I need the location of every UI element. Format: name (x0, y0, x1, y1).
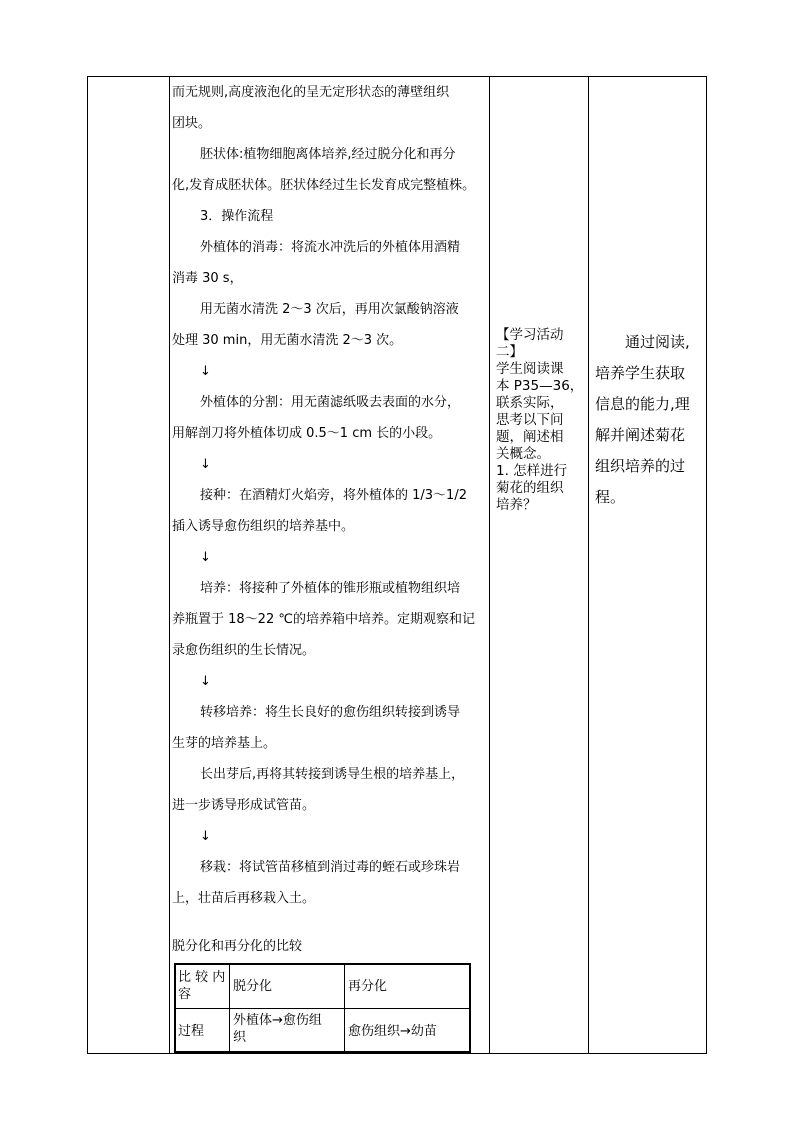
flow-arrow: ↓ (200, 674, 211, 689)
text-line: 移栽：将试管苗移植到消过毒的蛭石或珍珠岩 (200, 860, 461, 875)
text-line: 生芽的培养基上。 (172, 736, 277, 751)
comparison-caption: 脱分化和再分化的比较 (172, 939, 303, 954)
row-cell-dedifferentiation: 织 (233, 1030, 247, 1045)
text-line: 用解剖刀将外植体切成 0.5～1 cm 长的小段。 (172, 426, 442, 441)
activity-line: 联系实际， (496, 395, 564, 411)
flow-arrow: ↓ (200, 829, 211, 844)
column-divider (344, 965, 345, 1051)
text-line: 胚状体:植物细胞离体培养,经过脱分化和再分 (200, 147, 456, 162)
text-line: 接种：在酒精灯火焰旁，将外植体的 1/3～1/2 (200, 488, 467, 503)
text-line: 进一步诱导形成试管苗。 (172, 798, 316, 813)
activity-line: 培养？ (496, 497, 537, 513)
text-line: 团块。 (172, 116, 212, 131)
activity-line: 学生阅读课 (496, 361, 564, 377)
comparison-table (174, 963, 471, 1053)
header-cell-label: 比 较 内 (178, 970, 226, 985)
flow-arrow: ↓ (200, 364, 211, 379)
activity-line: 二】 (496, 344, 523, 360)
text-line: 用无菌水清洗 2～3 次后，再用次氯酸钠溶液 (200, 302, 459, 317)
lesson-table (87, 76, 707, 1054)
goal-line: 通过阅读, (625, 333, 690, 351)
goal-line: 组织培养的过 (595, 457, 686, 475)
column-divider (588, 77, 589, 1053)
text-line: 外植体的分割：用无菌滤纸吸去表面的水分， (200, 395, 461, 410)
text-line: 消毒 30 s， (172, 271, 243, 286)
goal-line: 信息的能力,理 (595, 395, 690, 413)
header-cell-dedifferentiation: 脱分化 (233, 979, 273, 994)
header-cell-label: 容 (178, 987, 192, 1002)
goal-line: 解并阐述菊花 (595, 426, 686, 444)
activity-line: 菊花的组织 (496, 480, 564, 496)
content-column (170, 77, 490, 1053)
text-line: 长出芽后,再将其转接到诱导生根的培养基上， (200, 767, 465, 782)
text-line: 而无规则,高度液泡化的呈无定形状态的薄壁组织 (172, 85, 450, 100)
row-label: 过程 (178, 1024, 205, 1039)
flow-arrow: ↓ (200, 457, 211, 472)
row-divider (176, 1008, 469, 1009)
goal-column (595, 327, 703, 513)
goal-line: 程。 (595, 488, 626, 506)
text-line: 养瓶置于 18～22 ℃的培养箱中培养。定期观察和记 (172, 612, 475, 627)
row-cell-redifferentiation: 愈伤组织→幼苗 (348, 1024, 437, 1039)
goal-line: 培养学生获取 (595, 364, 686, 382)
text-line: 转移培养：将生长良好的愈伤组织转接到诱导 (200, 705, 461, 720)
text-line: 处理 30 min，用无菌水清洗 2～3 次。 (172, 333, 403, 348)
activity-line: 题，阐述相 (496, 429, 564, 445)
flow-arrow: ↓ (200, 550, 211, 565)
text-line: 录愈伤组织的生长情况。 (172, 643, 316, 658)
activity-line: 关概念。 (496, 446, 550, 462)
text-line: 化,发育成胚状体。胚状体经过生长发育成完整植株。 (172, 178, 476, 193)
row-cell-dedifferentiation: 外植体→愈伤组 (233, 1013, 322, 1028)
column-divider (229, 965, 230, 1051)
activity-column (496, 327, 586, 514)
activity-line: 1. 怎样进行 (496, 463, 568, 479)
text-line: 插入诱导愈伤组织的培养基中。 (172, 519, 355, 534)
activity-line: 思考以下问 (496, 412, 564, 428)
section-heading: 3．操作流程 (200, 209, 274, 224)
text-line: 培养：将接种了外植体的锥形瓶或植物组织培 (200, 581, 461, 596)
activity-line: 【学习活动 (496, 327, 564, 343)
text-line: 外植体的消毒：将流水冲洗后的外植体用酒精 (200, 240, 461, 255)
header-cell-redifferentiation: 再分化 (348, 979, 388, 994)
activity-line: 本 P35—36， (496, 378, 584, 394)
text-line: 上，壮苗后再移栽入土。 (172, 891, 316, 906)
